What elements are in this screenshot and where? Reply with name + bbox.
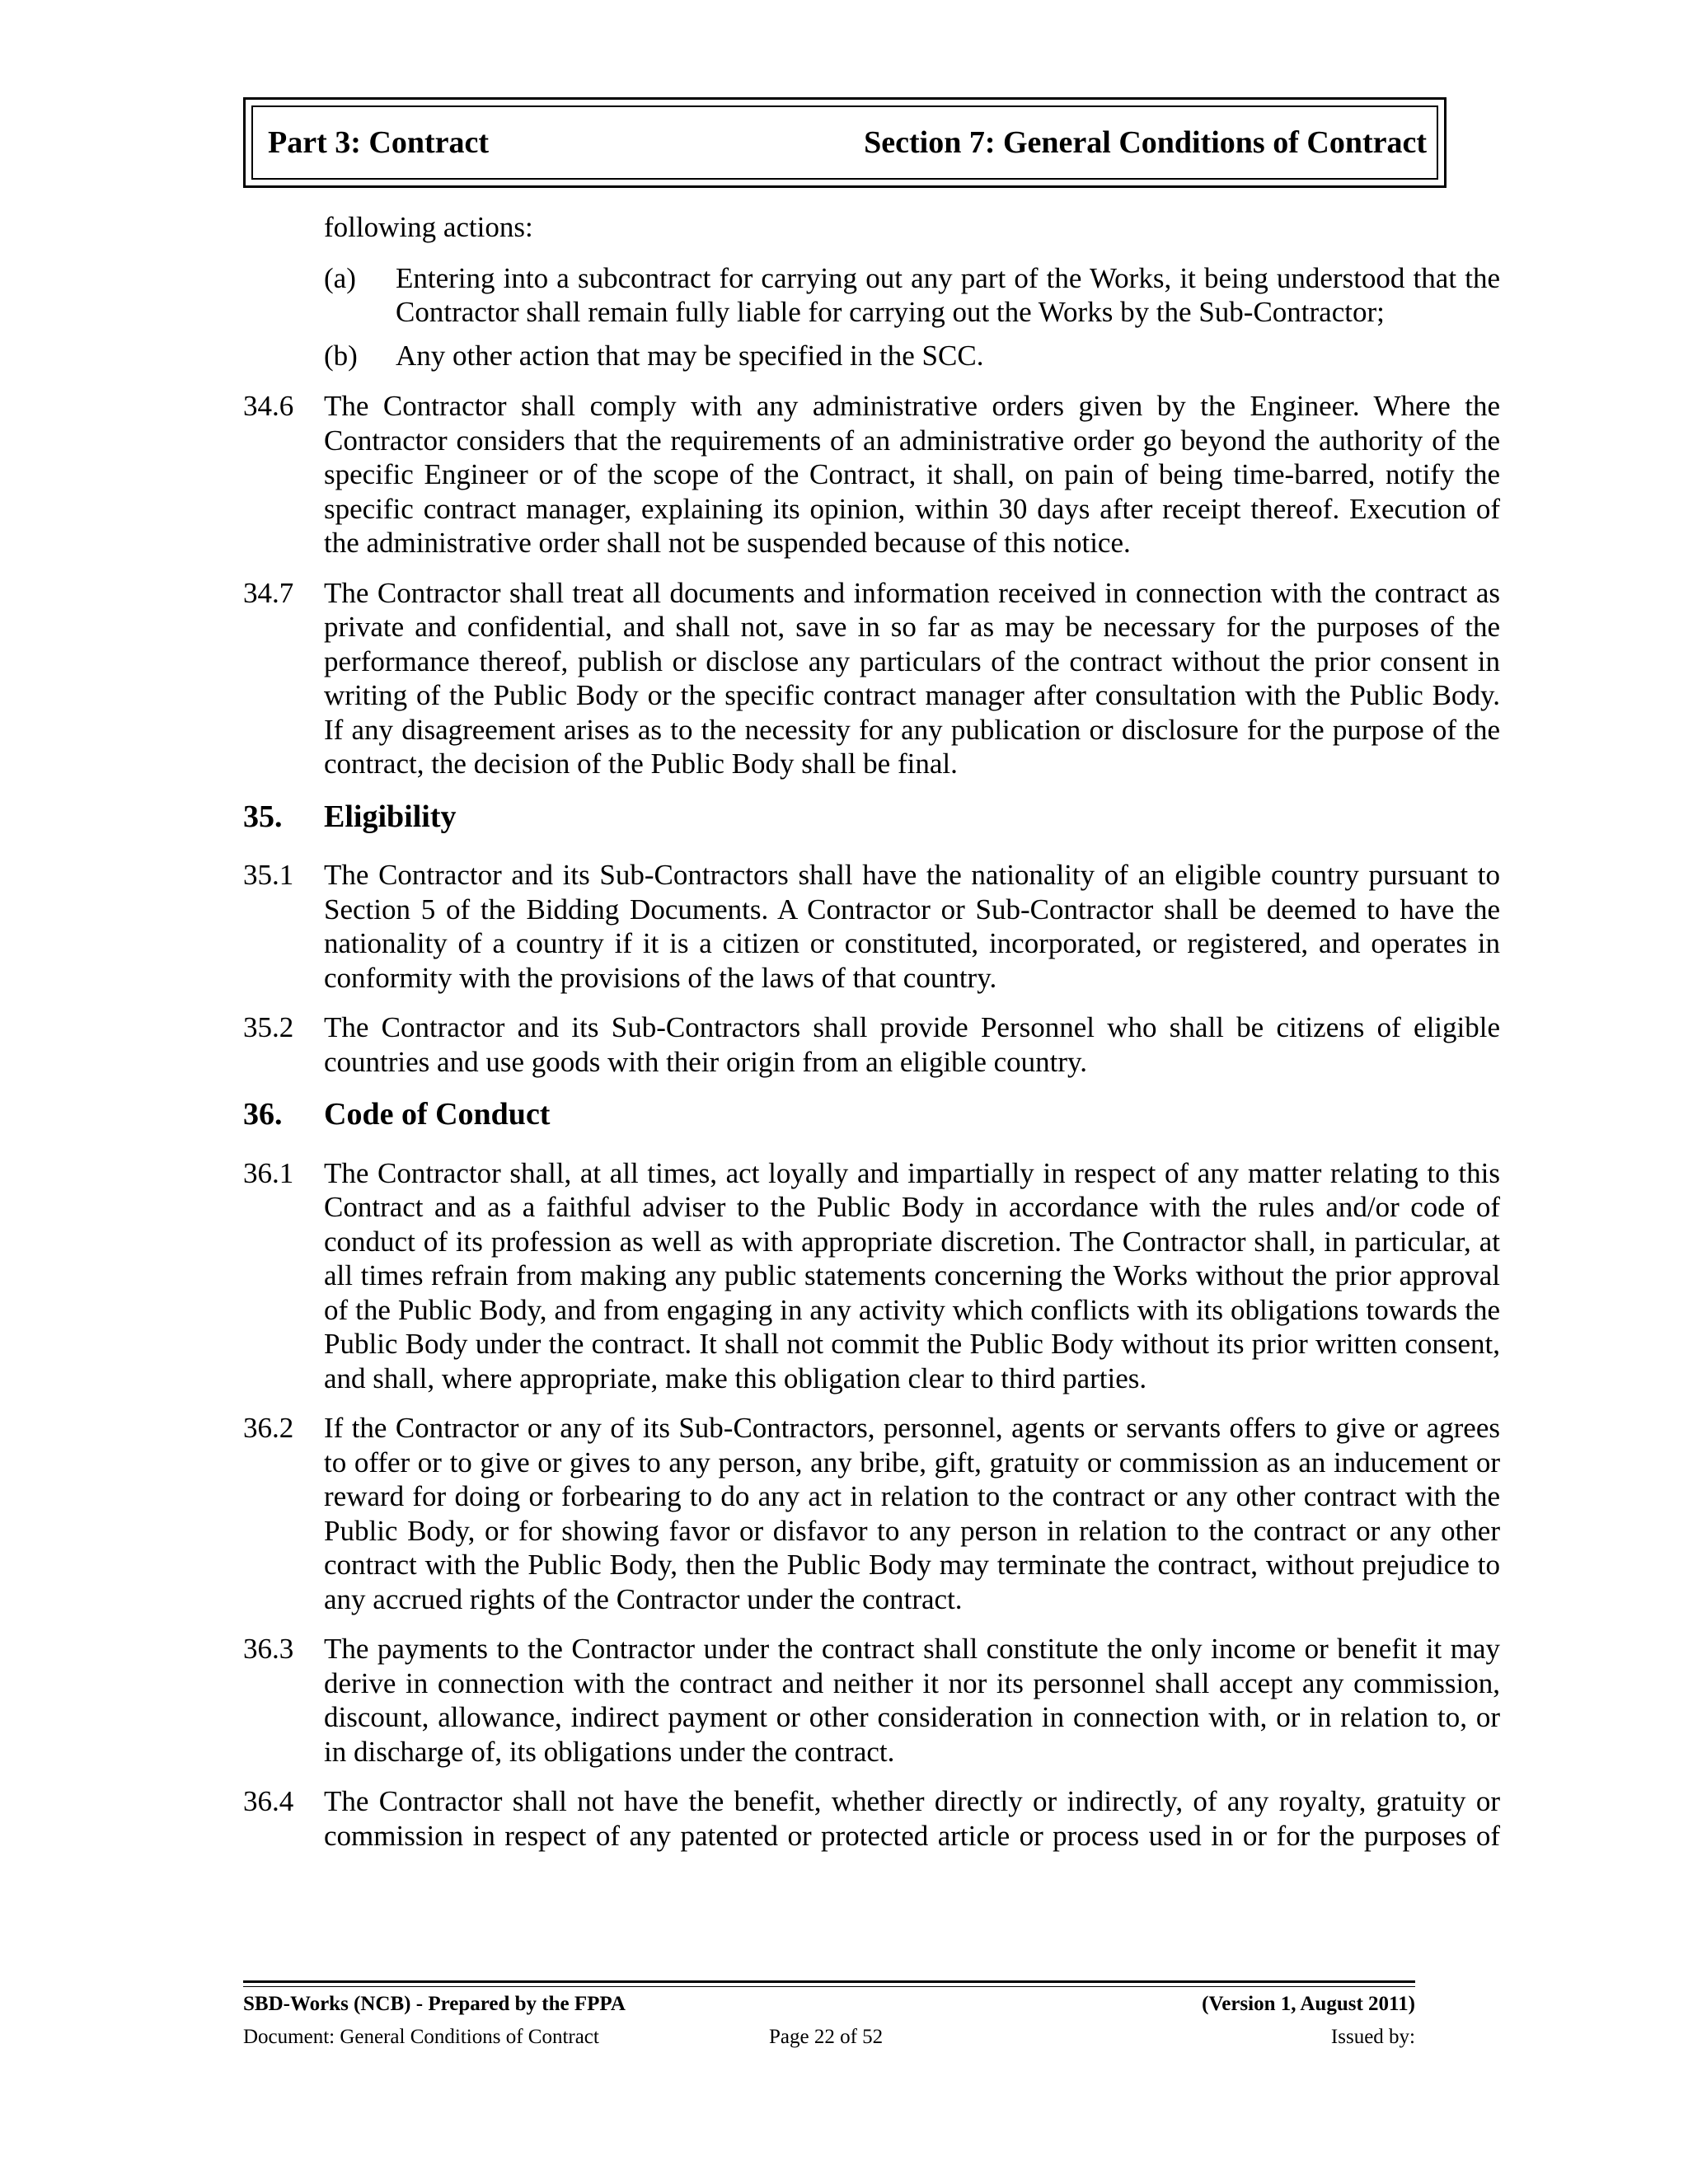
clause-35-1 (243, 858, 1500, 995)
sub-item (324, 339, 1500, 373)
section-number: 35. (243, 799, 283, 834)
sub-item (324, 261, 1500, 330)
sub-item-text: Any other action that may be specified in the SCC. (396, 339, 984, 372)
sub-item-text: Entering into a subcontract for carrying out any part of the Works, it being understood that the Contractor shall remain fully liable for carrying out the Works by the Sub-Contractor; (396, 261, 1500, 328)
footer-title-row (243, 1993, 1415, 2016)
section-number: 36. (243, 1097, 283, 1132)
clause-text: The Contractor shall treat all documents and information received in connection with the contract as private and confidential, and shall not, save in so far as may be necessary for the purposes of the performance thereof, publish or disclose any particulars of the contract without the prior consent in writing of the Public Body or the specific contract manager after consultation with the Public Body. If any disagreement arises as to the necessity for any publication or disclosure for the purpose of the contract, the decision of the Public Body shall be final. (324, 576, 1500, 780)
sub-item-label: (a) (324, 261, 356, 294)
clause-36-3 (243, 1632, 1500, 1769)
clause-34-6 (243, 389, 1500, 560)
clause-number: 34.7 (243, 576, 294, 609)
section-title: Code of Conduct (324, 1097, 551, 1132)
header-part-title: Part 3: Contract (268, 125, 490, 160)
footer-issued-by: Issued by: (1330, 2026, 1415, 2048)
footer-page-number: Page 22 of 52 (769, 2026, 884, 2048)
section-heading-35 (243, 800, 1500, 835)
sub-item-label: (b) (324, 339, 358, 372)
clause-number: 36.2 (243, 1412, 294, 1444)
clause-text: The Contractor and its Sub-Contractors shall provide Personnel who shall be citizens of eligible countries and use goods with their origin from an eligible country. (324, 1011, 1500, 1078)
footer-divider (243, 1980, 1415, 1987)
clause-number: 35.2 (243, 1011, 294, 1043)
section-title: Eligibility (324, 799, 457, 834)
clause-text: The Contractor and its Sub-Contractors shall have the nationality of an eligible country pursuant to Section 5 of the Bidding Documents. A Contractor or Sub-Contractor shall be deemed to have the nationality of a country if it is a citizen or constituted, incorporated, or registered, and operates in conformity with the provisions of the laws of that country. (324, 859, 1500, 994)
clause-36-1 (243, 1156, 1500, 1396)
clause-35-2 (243, 1010, 1500, 1079)
page-header (243, 97, 1447, 188)
clause-text: The Contractor shall not have the benefit, whether directly or indirectly, of any royalty, gratuity or commission in respect of any patented or protected article or process used in or for the purposes of (324, 1785, 1500, 1852)
footer-document-name: Document: General Conditions of Contract (243, 2026, 599, 2048)
clause-number: 36.1 (243, 1156, 294, 1189)
footer-version: (Version 1, August 2011) (1202, 1993, 1415, 2015)
clause-number: 35.1 (243, 859, 294, 891)
section-heading-36 (243, 1098, 1500, 1132)
clause-number: 36.3 (243, 1633, 294, 1665)
footer-info-row (243, 2026, 1415, 2052)
page-header-inner (251, 105, 1438, 180)
clause-text: The payments to the Contractor under the contract shall constitute the only income or benefit it may derive in connection with the contract and neither it nor its personnel shall accept any commission, discount, allowance, indirect payment or other consideration in connection with, or in relation to, or in discharge of, its obligations under the contract. (324, 1633, 1500, 1768)
footer-prepared-by: SBD-Works (NCB) - Prepared by the FPPA (243, 1993, 626, 2015)
clause-text: The Contractor shall comply with any administrative orders given by the Engineer. Where the Contractor considers that the requirements of an administrative order go beyond the authority of the specific Engineer or of the scope of the Contract, it shall, on pain of being time-barred, notify the specific contract manager, explaining its opinion, within 30 days after receipt thereof. Execution of the administrative order shall not be suspended because of this notice. (324, 390, 1500, 559)
header-section-title: Section 7: General Conditions of Contract (864, 125, 1427, 160)
intro-text: following actions: (324, 211, 533, 243)
clause-text: The Contractor shall, at all times, act loyally and impartially in respect of any matter relating to this Contract and as a faithful adviser to the Public Body in accordance with the rules and/or code of conduct of its profession as well as with appropriate discretion. The Contractor shall, in particular, at all times refrain from making any public statements concerning the Works without the prior approval of the Public Body, and from engaging in any activity which conflicts with its obligations towards the Public Body under the contract. It shall not commit the Public Body without its prior written consent, and shall, where appropriate, make this obligation clear to third parties. (324, 1156, 1500, 1394)
clause-36-2 (243, 1411, 1500, 1616)
clause-36-4 (243, 1784, 1500, 1853)
document-body (243, 210, 1500, 1868)
clause-34-7 (243, 576, 1500, 781)
clause-number: 34.6 (243, 390, 294, 422)
clause-text: If the Contractor or any of its Sub-Contractors, personnel, agents or servants offers to give or agrees to offer or to give or gives to any person, any bribe, gift, gratuity or commission as an inducement or reward for doing or forbearing to do any act in relation to the contract or any other contract with the Public Body, or for showing favor or disfavor to any person in relation to the contract or any other contract with the Public Body, then the Public Body may terminate the contract, without prejudice to any accrued rights of the Contractor under the contract. (324, 1412, 1500, 1615)
clause-number: 36.4 (243, 1785, 294, 1817)
